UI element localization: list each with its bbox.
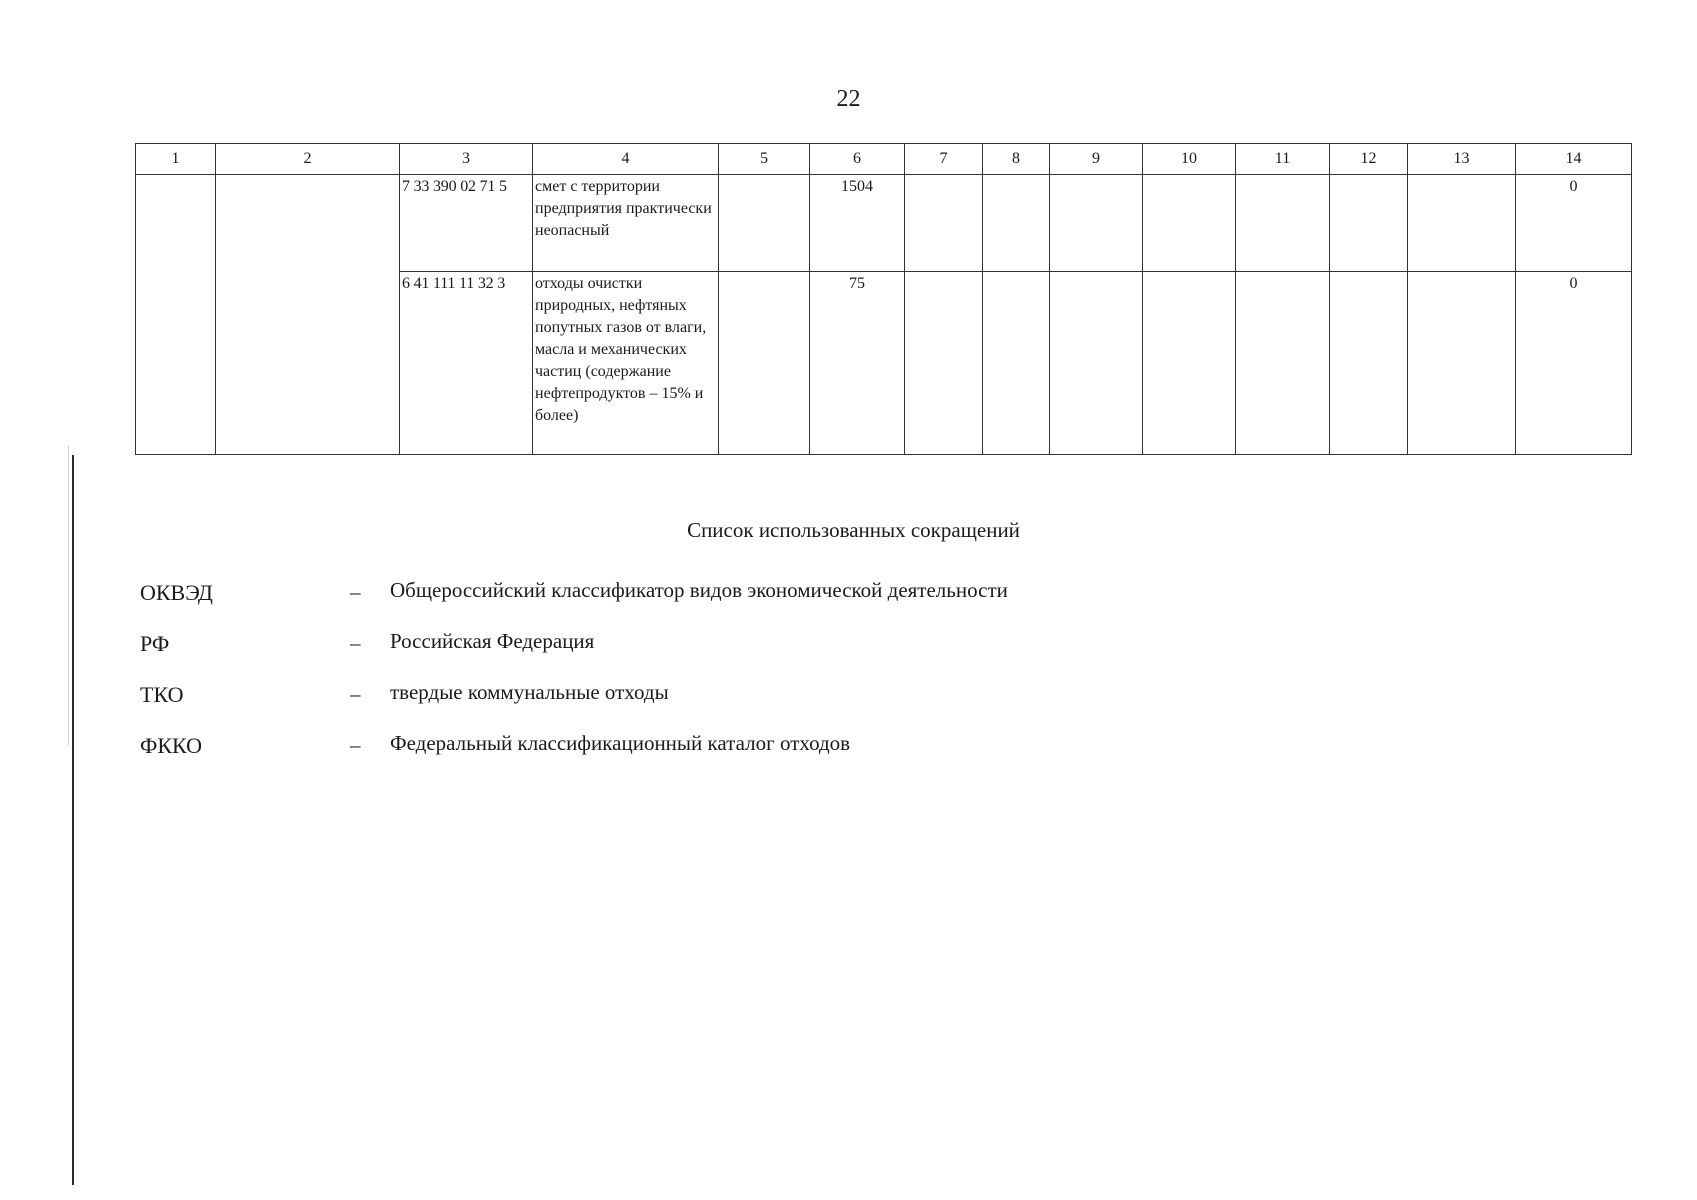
quantity-cell: 75 xyxy=(810,272,905,455)
abbreviation-term: РФ xyxy=(140,631,170,656)
waste-table xyxy=(135,143,1632,455)
table-cell xyxy=(905,272,983,455)
table-cell xyxy=(719,272,810,455)
table-cell xyxy=(1050,272,1143,455)
quantity-cell: 1504 xyxy=(810,175,905,272)
table-cell xyxy=(1050,175,1143,272)
abbreviations-title: Список использованных сокращений xyxy=(687,518,1020,542)
header-cell: 12 xyxy=(1330,144,1408,175)
abbreviation-term: ФККО xyxy=(140,733,203,758)
header-cell: 13 xyxy=(1408,144,1516,175)
table-cell xyxy=(719,175,810,272)
table-cell xyxy=(983,272,1050,455)
header-cell: 8 xyxy=(983,144,1050,175)
table-row xyxy=(136,175,1632,272)
table-cell xyxy=(1236,175,1330,272)
abbreviation-definition: твердые коммунальные отходы xyxy=(390,680,669,704)
table-cell xyxy=(1143,272,1236,455)
header-cell: 4 xyxy=(533,144,719,175)
abbreviation-term: ОКВЭД xyxy=(140,580,213,605)
scan-edge-faint-line xyxy=(68,445,69,745)
header-cell: 2 xyxy=(216,144,400,175)
abbreviation-dash: – xyxy=(350,631,361,655)
table-cell xyxy=(1143,175,1236,272)
table-cell-col1 xyxy=(136,175,216,455)
abbreviation-dash: – xyxy=(350,580,361,604)
scan-edge-line xyxy=(72,455,74,1185)
col14-cell: 0 xyxy=(1516,272,1632,455)
abbreviation-definition: Федеральный классификационный каталог отходов xyxy=(390,731,851,755)
header-cell: 14 xyxy=(1516,144,1632,175)
col14-cell: 0 xyxy=(1516,175,1632,272)
waste-description-cell: смет с территории предприятия практически неопасный xyxy=(533,175,719,272)
waste-code-cell: 7 33 390 02 71 5 xyxy=(400,175,533,272)
header-cell: 9 xyxy=(1050,144,1143,175)
header-cell: 10 xyxy=(1143,144,1236,175)
header-cell: 7 xyxy=(905,144,983,175)
header-cell: 1 xyxy=(136,144,216,175)
table-cell xyxy=(1408,175,1516,272)
waste-code-cell: 6 41 111 11 32 3 xyxy=(400,272,533,455)
abbreviation-definition: Общероссийский классификатор видов экономической деятельности xyxy=(390,578,1008,602)
header-cell: 11 xyxy=(1236,144,1330,175)
table-header-row xyxy=(136,144,1632,175)
table-cell xyxy=(1236,272,1330,455)
abbreviation-definition: Российская Федерация xyxy=(390,629,595,653)
abbreviation-term: ТКО xyxy=(140,682,184,707)
table-cell xyxy=(1330,175,1408,272)
abbreviation-dash: – xyxy=(350,733,361,757)
waste-description-cell: отходы очистки природных, нефтяных попутных газов от влаги, масла и механических частиц (содержание нефтепродуктов – 15% и более) xyxy=(533,272,719,455)
abbreviation-dash: – xyxy=(350,682,361,706)
table-cell-col2 xyxy=(216,175,400,455)
header-cell: 5 xyxy=(719,144,810,175)
page-number: 22 xyxy=(836,86,861,112)
table-cell xyxy=(1330,272,1408,455)
table-cell xyxy=(905,175,983,272)
header-cell: 6 xyxy=(810,144,905,175)
table-cell xyxy=(1408,272,1516,455)
table-cell xyxy=(983,175,1050,272)
header-cell: 3 xyxy=(400,144,533,175)
